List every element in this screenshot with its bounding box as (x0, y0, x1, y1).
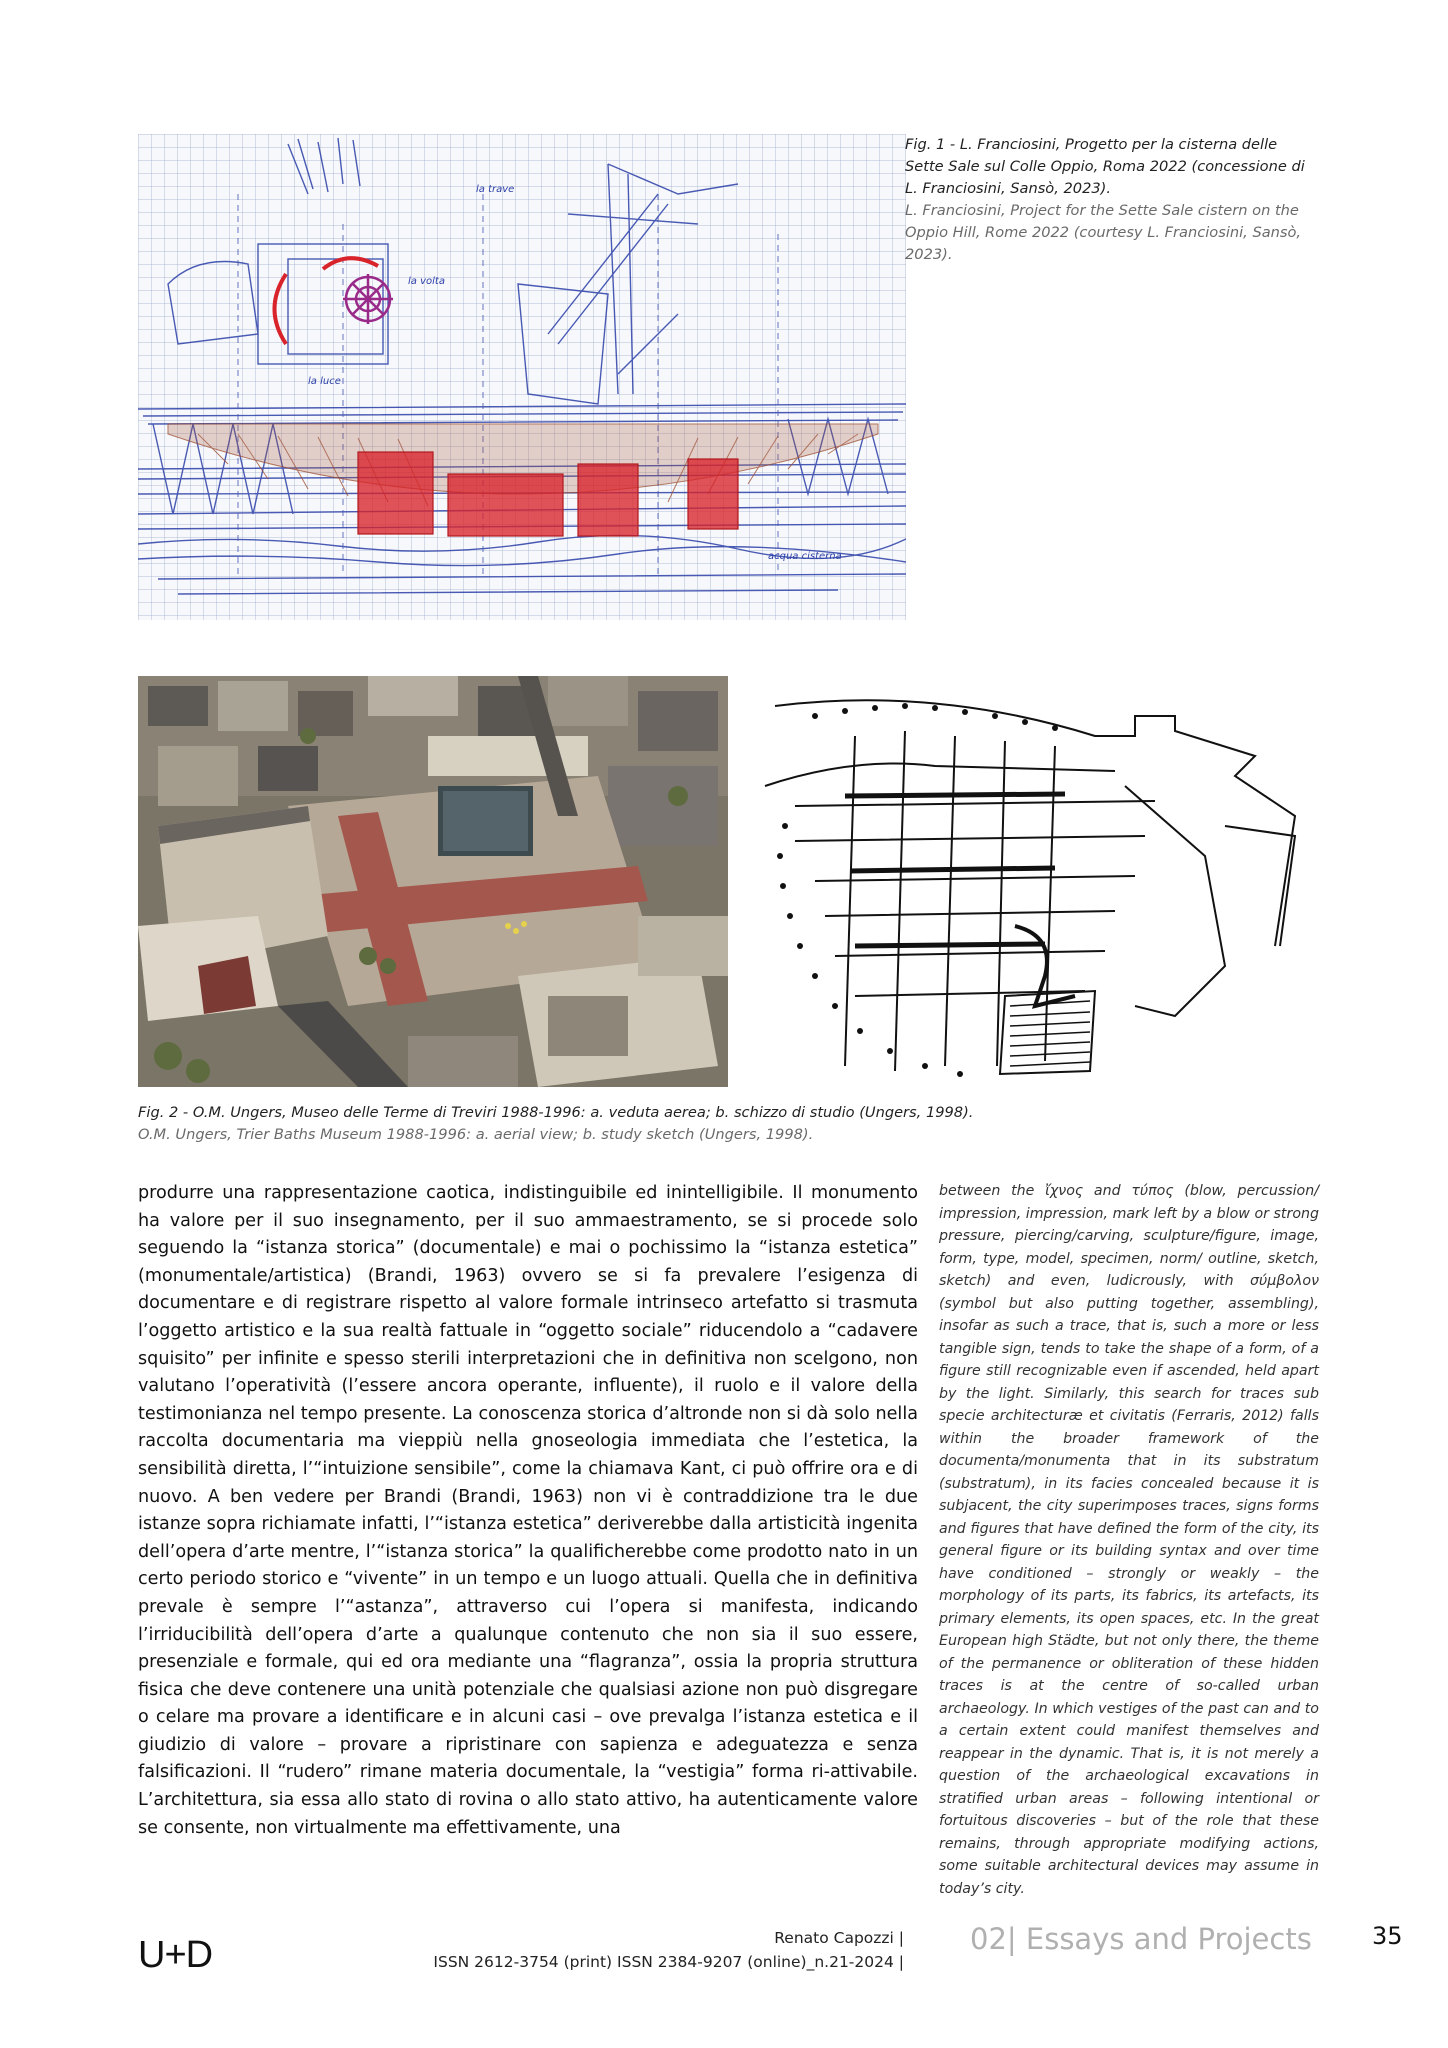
figure-2a-aerial-photo (138, 676, 728, 1087)
page-number: 35 (1372, 1922, 1403, 1950)
figure-2-caption-italian: Fig. 2 - O.M. Ungers, Museo delle Terme di Treviri 1988-1996: a. veduta aerea; b. schizzo di studio (Ungers, 1998). (138, 1104, 974, 1121)
footer-issn: ISSN 2612-3754 (print) ISSN 2384-9207 (online)_n.21-2024 | (433, 1953, 904, 1971)
figure-1-caption-english: L. Franciosini, Project for the Sette Sale cistern on the Oppio Hill, Rome 2022 (courtesy L. Franciosini, Sansò, 2023). (905, 202, 1302, 263)
figure-2b-study-sketch (735, 676, 1323, 1087)
svg-text:la luce: la luce (308, 376, 341, 387)
body-text-italian: produrre una rappresentazione caotica, indistinguibile ed inintelligibile. Il monumento ha valore per il suo insegnamento, per il suo ammaestramento, se si procede solo seguendo la “istanza storica” (documentale) e mai o pochissimo la “istanza estetica” (monumentale/artistica) (Brandi, 1963) ovvero se si fa prevalere l’esigenza di documentare e di registrare rispetto al valore formale intrinseco artefatto si trasmuta l’oggetto artistico e la sua realtà fattuale in “oggetto sociale” riducendolo a “cadavere squisito” per infinite e spesso sterili interpretazioni che in definitiva non scelgono, non valutano l’operatività (l’essere ancora operante, influente), il ruolo e il valore della testimonianza nel tempo presente. La conoscenza storica d’altronde non si dà solo nella raccolta documentaria ma vieppiù nella gnoseologia immediata che l’estetica, la sensibilità diretta, l’“intuizione sensibile”, come la chiamava Kant, ci può offrire ora e di nuovo. A ben vedere per Brandi (Brandi, 1963) non vi è contraddizione tra le due istanze sopra richiamate infatti, l’“istanza estetica” deriverebbe dalla artisticità ingenita dell’opera d’arte mentre, l’“istanza storica” la qualificherebbe come prodotto nato in un certo periodo storico e “vivente” in un tempo e un luogo attuali. Quella che in definitiva prevale è sempre l’“astanza”, attraverso cui l’opera si manifesta, indicando l’irriducibilità dell’opera d’arte a qualunque contenuto che non sia il suo essere, presenziale e formale, qui ed ora mediante una “flagranza”, ossia la propria struttura fisica che deve contenere una unità potenziale che qualsiasi azione non può disgregare o celare ma provare a identificare e in alcuni casi – ove prevalga l’istanza estetica e il giudizio di valore – provare a ripristinare con sapienza e adeguatezza e senza falsificazioni. Il “rudero” rimane materia documentale, la “vestigia” forma ri-attivabile. L’architettura, sia essa allo stato di rovina o allo stato attivo, ha autenticamente valore se consente, non virtualmente ma effettivamente, una (138, 1183, 918, 1838)
footer-author: Renato Capozzi | (774, 1929, 904, 1947)
section-title: 02| Essays and Projects (970, 1922, 1312, 1956)
figure-1-caption (905, 134, 1305, 266)
aerial-photo-image (138, 676, 728, 1087)
svg-text:la volta: la volta (408, 276, 445, 287)
study-sketch-drawing (735, 676, 1323, 1087)
svg-text:acqua cisterna: acqua cisterna (768, 551, 842, 562)
sketch-drawing (138, 134, 906, 620)
figure-2-caption (138, 1102, 1318, 1146)
figure-1-caption-italian: Fig. 1 - L. Franciosini, Progetto per la cisterna delle Sette Sale sul Colle Oppio, Roma 2022 (concessione di L. Franciosini, Sansò, 2023). (905, 136, 1305, 197)
journal-logo: U+D (138, 1934, 213, 1976)
figure-1-sketch (138, 134, 906, 620)
figure-2-caption-english: O.M. Ungers, Trier Baths Museum 1988-1996: a. aerial view; b. study sketch (Ungers, 1998). (138, 1126, 814, 1143)
svg-text:la trave: la trave (476, 184, 515, 195)
body-text-english: between the ἴχνος and τύπος (blow, percussion/ impression, impression, mark left by a blow or strong pressure, piercing/carving, sculpture/figure, image, form, type, model, specimen, norm/ outline, sketch, sketch) and even, ludicrously, with σύμβολον (symbol but also putting together, assembling), insofar as such a trace, that is, such a more or less tangible sign, tends to take the shape of a form, of a figure still recognizable even if ascended, held apart by the light. Similarly, this search for traces sub specie architecturæ et civitatis (Ferraris, 2012) falls within the broader framework of the documenta/monumenta that in its substratum (substratum), in its facies concealed because it is subjacent, the city superimposes traces, signs forms and figures that have defined the form of the city, its general figure or its building syntax and over time have conditioned – strongly or weakly – the morphology of its parts, its fabrics, its artefacts, its primary elements, its open spaces, etc. In the great European high Städte, but not only there, the theme of the permanence or obliteration of these hidden traces is at the centre of so-called urban archaeology. In which vestiges of the past can and to a certain extent could manifest themselves and reappear in the dynamic. That is, it is not merely a question of the archaeological excavations in stratified urban areas – following intentional or fortuitous discoveries – but of the role that these remains, through appropriate modifying actions, some suitable architectural devices may assume in today’s city. (939, 1183, 1319, 1897)
